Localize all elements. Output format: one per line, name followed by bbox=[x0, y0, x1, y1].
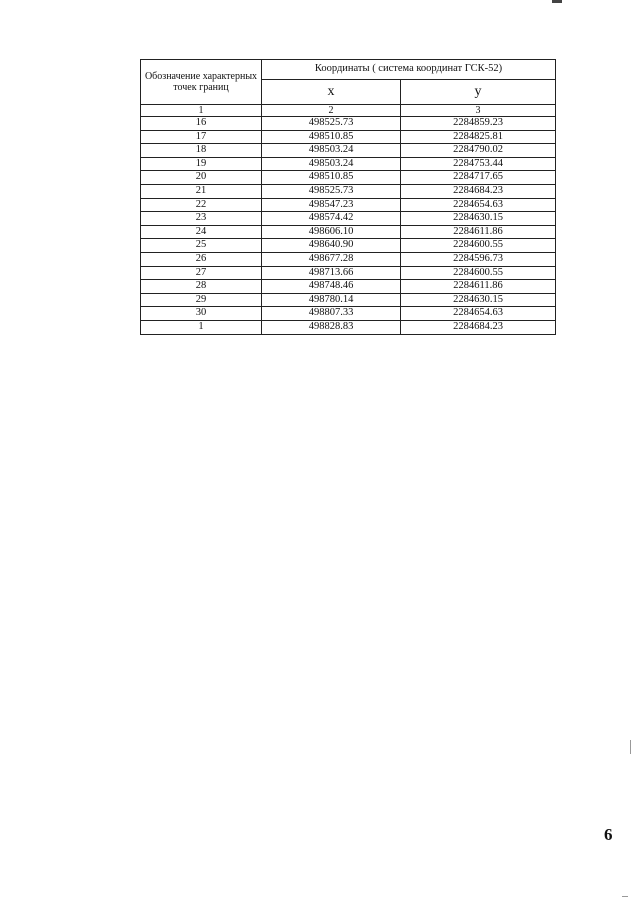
point-cell: 26 bbox=[141, 252, 262, 266]
table-row bbox=[141, 184, 556, 198]
point-cell: 19 bbox=[141, 157, 262, 171]
point-cell: 23 bbox=[141, 212, 262, 226]
x-coordinate-cell: 498606.10 bbox=[262, 225, 401, 239]
y-coordinate-cell: 2284753.44 bbox=[401, 157, 556, 171]
table-row bbox=[141, 117, 556, 131]
point-cell: 28 bbox=[141, 280, 262, 294]
coordinates-table bbox=[140, 59, 556, 335]
scan-mark-edge bbox=[630, 740, 631, 754]
table-row bbox=[141, 266, 556, 280]
table-row bbox=[141, 252, 556, 266]
y-coordinate-cell: 2284859.23 bbox=[401, 117, 556, 131]
y-coordinate-cell: 2284684.23 bbox=[401, 320, 556, 334]
point-cell: 17 bbox=[141, 130, 262, 144]
x-coordinate-cell: 498503.24 bbox=[262, 157, 401, 171]
table-row bbox=[141, 171, 556, 185]
table-row bbox=[141, 293, 556, 307]
column-number-1: 1 bbox=[141, 105, 262, 117]
y-coordinate-cell: 2284654.63 bbox=[401, 198, 556, 212]
y-coordinate-cell: 2284630.15 bbox=[401, 212, 556, 226]
x-coordinate-cell: 498547.23 bbox=[262, 198, 401, 212]
y-coordinate-cell: 2284717.65 bbox=[401, 171, 556, 185]
table-row bbox=[141, 157, 556, 171]
column-number-2: 2 bbox=[262, 105, 401, 117]
x-coordinate-cell: 498574.42 bbox=[262, 212, 401, 226]
point-cell: 21 bbox=[141, 184, 262, 198]
y-coordinate-cell: 2284600.55 bbox=[401, 266, 556, 280]
scan-mark-corner bbox=[622, 896, 628, 897]
point-cell: 1 bbox=[141, 320, 262, 334]
point-cell: 18 bbox=[141, 144, 262, 158]
y-coordinate-cell: 2284790.02 bbox=[401, 144, 556, 158]
table-row bbox=[141, 225, 556, 239]
x-coordinate-cell: 498525.73 bbox=[262, 184, 401, 198]
x-coordinate-cell: 498828.83 bbox=[262, 320, 401, 334]
point-cell: 24 bbox=[141, 225, 262, 239]
point-cell: 27 bbox=[141, 266, 262, 280]
x-coordinate-cell: 498780.14 bbox=[262, 293, 401, 307]
table-row bbox=[141, 144, 556, 158]
y-coordinate-cell: 2284611.86 bbox=[401, 280, 556, 294]
point-cell: 25 bbox=[141, 239, 262, 253]
table-row bbox=[141, 198, 556, 212]
x-coordinate-cell: 498807.33 bbox=[262, 307, 401, 321]
table-row bbox=[141, 307, 556, 321]
x-coordinate-cell: 498677.28 bbox=[262, 252, 401, 266]
point-cell: 30 bbox=[141, 307, 262, 321]
y-coordinate-cell: 2284654.63 bbox=[401, 307, 556, 321]
scan-mark-top-right bbox=[552, 0, 562, 3]
y-coordinate-cell: 2284600.55 bbox=[401, 239, 556, 253]
point-cell: 22 bbox=[141, 198, 262, 212]
x-coordinate-cell: 498525.73 bbox=[262, 117, 401, 131]
point-cell: 29 bbox=[141, 293, 262, 307]
y-coordinate-cell: 2284611.86 bbox=[401, 225, 556, 239]
x-coordinate-cell: 498503.24 bbox=[262, 144, 401, 158]
column-number-3: 3 bbox=[401, 105, 556, 117]
x-coordinate-cell: 498510.85 bbox=[262, 130, 401, 144]
y-coordinate-cell: 2284596.73 bbox=[401, 252, 556, 266]
header-y-label: y bbox=[401, 80, 556, 105]
x-coordinate-cell: 498748.46 bbox=[262, 280, 401, 294]
point-cell: 20 bbox=[141, 171, 262, 185]
x-coordinate-cell: 498640.90 bbox=[262, 239, 401, 253]
header-coordinates-label: Координаты ( система координат ГСК-52) bbox=[262, 60, 556, 80]
table-row bbox=[141, 239, 556, 253]
y-coordinate-cell: 2284630.15 bbox=[401, 293, 556, 307]
table-row bbox=[141, 280, 556, 294]
header-x-label: x bbox=[262, 80, 401, 105]
table-row bbox=[141, 130, 556, 144]
coordinates-table-body bbox=[141, 117, 556, 335]
page-number: 6 bbox=[604, 825, 613, 844]
y-coordinate-cell: 2284825.81 bbox=[401, 130, 556, 144]
table-row bbox=[141, 212, 556, 226]
table-row bbox=[141, 320, 556, 334]
x-coordinate-cell: 498510.85 bbox=[262, 171, 401, 185]
y-coordinate-cell: 2284684.23 bbox=[401, 184, 556, 198]
point-cell: 16 bbox=[141, 117, 262, 131]
header-point-label: Обозначение характерных точек границ bbox=[141, 60, 262, 105]
x-coordinate-cell: 498713.66 bbox=[262, 266, 401, 280]
